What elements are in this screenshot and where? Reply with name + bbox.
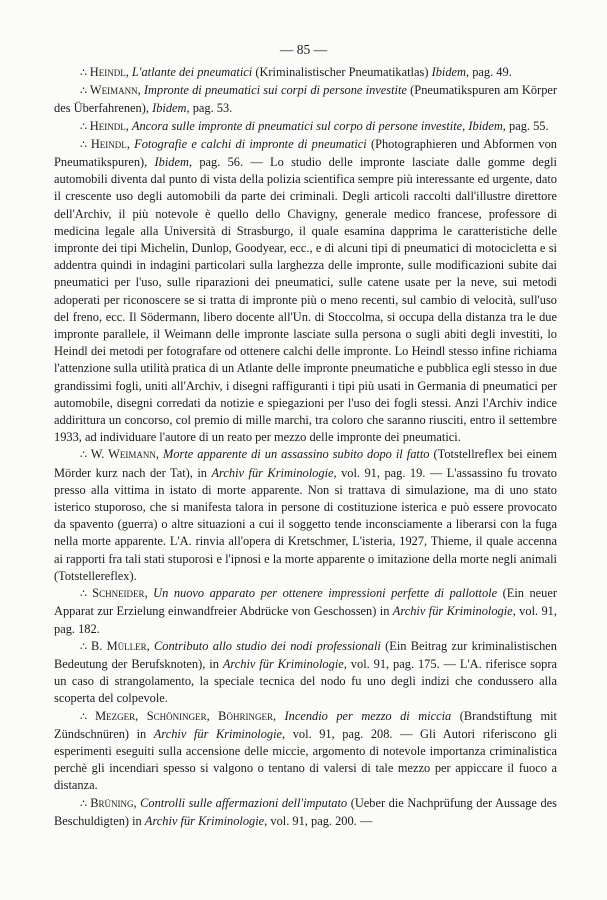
bibliography-entry: ∴ Schneider, Un nuovo apparato per ottenere impressioni perfette di pallottole (Ein neuer Apparat zur Erzielung einwandfreier Abdrücke von Geschossen) in Archiv für Kriminologie, vol. 91, pag. 182.: [54, 585, 557, 638]
page-number: — 85 —: [279, 42, 328, 57]
title: Fotografie e calchi di impronte di pneumatici: [134, 136, 367, 151]
title: Contributo allo studio dei nodi professionali: [154, 638, 381, 653]
author: Heindl: [89, 118, 126, 133]
bibliography-entry: ∴ Heindl, Ancora sulle impronte di pneumatici sul corpo di persone investite, Ibidem, pag. 55.: [54, 118, 557, 136]
author: Weimann: [89, 83, 138, 98]
bibliography-entry: ∴ Heindl, Fotografie e calchi di impronte di pneumatici (Photographieren und Abformen von Pneumatikspuren), Ibidem, pag. 56. — Lo studio delle impronte lasciate dalle gomme degli automobili diventa dal punto di vista della polizia scientifica sempre più interessante ed urgente, dato il crescente uso degli automobili da parte dei criminali. Degli articoli raccolti dall'illustre direttore dell'Archiv, il più notevole è quello dello Chavigny, generale medico francese, professore di medicina legale alla Università di Strasburgo, il quale esamina dapprima le caratteristiche delle impronte dei tipi Michelin, Dunlop, Goodyear, ecc., e di alcuni tipi di pneumatici di motocicletta e si addentra quindi in indagini particolari sulla larghezza delle impronte, sulle modificazioni subite dai pneumatici per l'uso, sulle riparazioni dei pneumatici, sulle catene usate per la neve, sui metodi adoperati per riconoscere se si tratta di impronte più o meno recenti, sul cambio di velocità, sull'uso del freno, ecc. Il Södermann, libero docente all'Un. di Stoccolma, si occupa della distanza tra le due impronte parallele, il Weimann delle impronte lasciate sulla persona o sugli abiti degli investiti, lo Heindl dei metodi per fotografare od ottenere calchi delle impronte. Lo Heindl stesso infine richiama l'attenzione sulla utilità pratica di un Atlante delle impronte pneumatiche e pubblica egli stesso in due grandissimi fogli, uniti all'Archiv, i disegni raffiguranti i tipi più usati in Germania di pneumatici per automobile, disegni corredati da notizie e spiegazioni per l'uso dei fogli stessi. Anzi l'Archiv indice addirittura un concorso, col premio di mille marchi, tra coloro che saranno riusciti, entro il settembre 1933, ad individuare l'autore di un reato per mezzo delle impronte dei pneumatici.: [54, 136, 557, 447]
title: Morte apparente di un assassino subito dopo il fatto: [162, 447, 430, 462]
page-body: [54, 64, 557, 830]
bibliography-entry: ∴ Mezger, Schöninger, Böhringer, Incendio per mezzo di miccia (Brandstiftung mit Zündschnüren) in Archiv für Kriminologie, vol. 91, pag. 208. — Gli Autori riferiscono gli esperimenti eseguiti sulla accensione delle miccie, argomento di notevole importanza criminalistica perchè gli incendiari spesso si valgono o tentano di valersi di tale mezzo per appiccare il fuoco a distanza.: [54, 708, 557, 795]
bibliography-entry: ∴ Brüning, Controlli sulle affermazioni dell'imputato (Ueber die Nachprüfung der Aussage des Beschuldigten) in Archiv für Kriminologie, vol. 91, pag. 200. —: [54, 795, 557, 830]
author: B. Müller: [90, 638, 147, 653]
title: Un nuovo apparato per ottenere impressioni perfette di pallottole: [153, 586, 498, 601]
title: Ancora sulle impronte di pneumatici sul corpo di persone investite,: [131, 118, 466, 133]
author: Heindl: [89, 65, 126, 79]
author: Heindl: [90, 136, 127, 151]
author: Mezger, Schöninger, Böhringer: [95, 708, 273, 723]
title: Incendio per mezzo di miccia: [284, 708, 452, 723]
bibliography-entry: ∴ Weimann, Impronte di pneumatici sui corpi di persone investite (Pneumatikspuren am Körper des Überfahrenen), Ibidem, pag. 53.: [54, 82, 557, 117]
author: Schneider: [92, 586, 145, 601]
author: Brüning: [90, 795, 134, 810]
title: Impronte di pneumatici sui corpi di persone investite: [143, 83, 407, 98]
author: W. Weimann: [90, 447, 156, 462]
title: Controlli sulle affermazioni dell'imputato: [140, 795, 348, 810]
bibliography-entry: ∴ B. Müller, Contributo allo studio dei nodi professionali (Ein Beitrag zur kriminalistischen Bedeutung der Berufsknoten), in Archiv für Kriminologie, vol. 91, pag. 175. — L'A. riferisce sopra un caso di strangolamento, la speciale tecnica del nodo fu uno degli indizi che condussero alla scoperta del colpevole.: [54, 638, 557, 708]
bibliography-entry: ∴ Heindl, L'atlante dei pneumatici (Kriminalistischer Pneumatikatlas) Ibidem, pag. 49.: [54, 64, 557, 82]
title: L'atlante dei pneumatici: [131, 65, 253, 79]
bibliography-entry: ∴ W. Weimann, Morte apparente di un assassino subito dopo il fatto (Totstellreflex bei einem Mörder kurz nach der Tat), in Archiv für Kriminologie, vol. 91, pag. 19. — L'assassino fu trovato presso alla vittima in istato di morte apparente. Non si trattava di simulazione, ma di uno stato isterico stuporoso, che si manifesta talora in persone di costituzione isterica e può essere provocato da spavento (guerra) o altre situazioni a cui il soggetto tende inconsciamente a liberarsi con la fuga nella morte apparente. L'A. rinvia all'opera di Kretschmer, L'isteria, 1927, Thieme, il quale accenna ai rapporti fra tali stati stuporosi e l'ipnosi e la morte apparente o imitazione della morte negli animali (Totstellereflex).: [54, 446, 557, 585]
